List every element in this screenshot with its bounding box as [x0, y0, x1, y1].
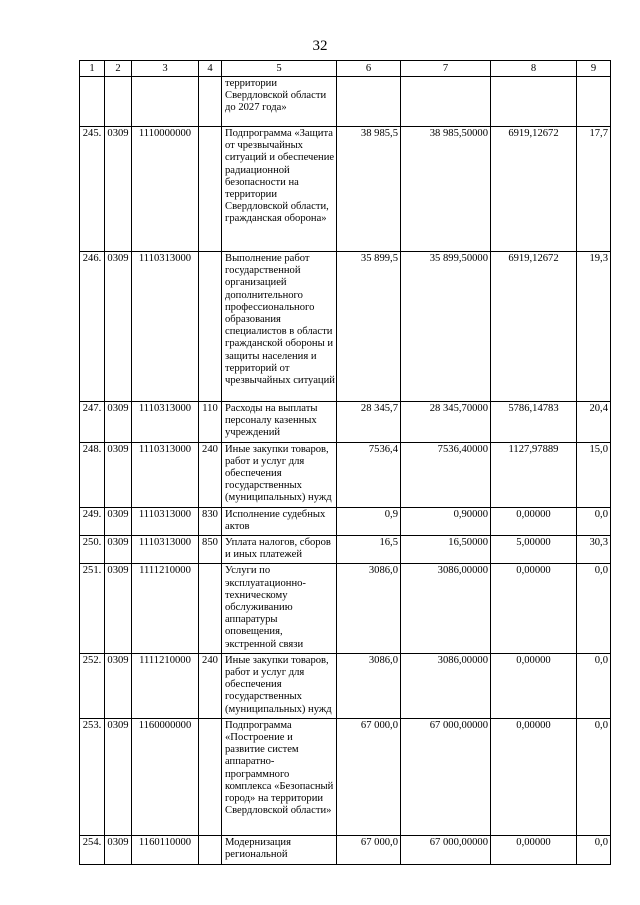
row-number: 250.: [80, 536, 105, 564]
value-col-8: [491, 77, 577, 127]
section-code: 0309: [105, 536, 132, 564]
value-col-8: 5,00000: [491, 536, 577, 564]
column-header: 8: [491, 61, 577, 77]
expense-type-code: 240: [199, 653, 222, 718]
value-col-6: 3086,0: [337, 653, 401, 718]
column-header: 4: [199, 61, 222, 77]
row-number: 246.: [80, 252, 105, 402]
value-col-9: 15,0: [577, 442, 611, 507]
row-number: 247.: [80, 402, 105, 443]
value-col-8: 6919,12672: [491, 127, 577, 252]
item-name: Подпрограмма «Построение и развитие систем аппаратно-программного комплекса «Безопасный город» на территории Свердловской области»: [222, 718, 337, 835]
row-number: 254.: [80, 835, 105, 864]
section-code: 0309: [105, 252, 132, 402]
expense-type-code: [199, 718, 222, 835]
value-col-6: 7536,4: [337, 442, 401, 507]
value-col-9: 20,4: [577, 402, 611, 443]
value-col-6: 16,5: [337, 536, 401, 564]
target-code: 1160110000: [132, 835, 199, 864]
expense-type-code: 240: [199, 442, 222, 507]
column-header: 7: [401, 61, 491, 77]
item-name: Расходы на выплаты персоналу казенных учреждений: [222, 402, 337, 443]
target-code: [132, 77, 199, 127]
value-col-7: [401, 77, 491, 127]
value-col-9: 0,0: [577, 835, 611, 864]
target-code: 1110313000: [132, 507, 199, 535]
expense-type-code: 110: [199, 402, 222, 443]
value-col-6: 3086,0: [337, 564, 401, 653]
table-row: [80, 835, 611, 864]
value-col-9: 0,0: [577, 564, 611, 653]
expense-type-code: [199, 835, 222, 864]
target-code: 1110000000: [132, 127, 199, 252]
item-name: Иные закупки товаров, работ и услуг для обеспечения государственных (муниципальных) нужд: [222, 653, 337, 718]
table-row: [80, 507, 611, 535]
target-code: 1111210000: [132, 653, 199, 718]
target-code: 1110313000: [132, 536, 199, 564]
expense-type-code: [199, 77, 222, 127]
value-col-9: [577, 77, 611, 127]
row-number: 249.: [80, 507, 105, 535]
value-col-8: 0,00000: [491, 653, 577, 718]
value-col-8: 6919,12672: [491, 252, 577, 402]
table-row: [80, 653, 611, 718]
row-number: 245.: [80, 127, 105, 252]
expense-type-code: 850: [199, 536, 222, 564]
column-header: 2: [105, 61, 132, 77]
column-header: 9: [577, 61, 611, 77]
value-col-9: 30,3: [577, 536, 611, 564]
section-code: 0309: [105, 442, 132, 507]
budget-table: [79, 60, 611, 865]
item-name: Подпрограмма «Защита от чрезвычайных ситуаций и обеспечение радиационной безопасности на территории Свердловской области, гражданская оборона»: [222, 127, 337, 252]
item-name: Модернизация региональной: [222, 835, 337, 864]
row-number: 251.: [80, 564, 105, 653]
item-name: Услуги по эксплуатационно-техническому обслуживанию аппаратуры оповещения, экстренной связи: [222, 564, 337, 653]
value-col-7: 7536,40000: [401, 442, 491, 507]
target-code: 1110313000: [132, 252, 199, 402]
value-col-8: 0,00000: [491, 564, 577, 653]
value-col-7: 0,90000: [401, 507, 491, 535]
column-header: 5: [222, 61, 337, 77]
item-name: территории Свердловской области до 2027 года»: [222, 77, 337, 127]
table-row: [80, 127, 611, 252]
table-row: [80, 718, 611, 835]
row-number: 252.: [80, 653, 105, 718]
section-code: 0309: [105, 127, 132, 252]
target-code: 1111210000: [132, 564, 199, 653]
column-header: 1: [80, 61, 105, 77]
target-code: 1160000000: [132, 718, 199, 835]
value-col-9: 17,7: [577, 127, 611, 252]
item-name: Иные закупки товаров, работ и услуг для обеспечения государственных (муниципальных) нужд: [222, 442, 337, 507]
value-col-7: 16,50000: [401, 536, 491, 564]
value-col-7: 35 899,50000: [401, 252, 491, 402]
value-col-8: 5786,14783: [491, 402, 577, 443]
value-col-9: 0,0: [577, 653, 611, 718]
value-col-6: [337, 77, 401, 127]
row-number: 253.: [80, 718, 105, 835]
section-code: [105, 77, 132, 127]
value-col-9: 0,0: [577, 718, 611, 835]
expense-type-code: [199, 252, 222, 402]
value-col-8: 0,00000: [491, 507, 577, 535]
table-row: [80, 77, 611, 127]
section-code: 0309: [105, 835, 132, 864]
value-col-7: 38 985,50000: [401, 127, 491, 252]
value-col-9: 19,3: [577, 252, 611, 402]
header-row: [80, 61, 611, 77]
value-col-7: 67 000,00000: [401, 835, 491, 864]
value-col-6: 67 000,0: [337, 835, 401, 864]
expense-type-code: [199, 564, 222, 653]
section-code: 0309: [105, 653, 132, 718]
value-col-7: 28 345,70000: [401, 402, 491, 443]
column-header: 3: [132, 61, 199, 77]
table-row: [80, 402, 611, 443]
value-col-6: 28 345,7: [337, 402, 401, 443]
section-code: 0309: [105, 507, 132, 535]
table-row: [80, 564, 611, 653]
value-col-7: 67 000,00000: [401, 718, 491, 835]
target-code: 1110313000: [132, 442, 199, 507]
value-col-7: 3086,00000: [401, 564, 491, 653]
table-row: [80, 252, 611, 402]
expense-type-code: 830: [199, 507, 222, 535]
table-row: [80, 442, 611, 507]
section-code: 0309: [105, 402, 132, 443]
expense-type-code: [199, 127, 222, 252]
table-row: [80, 536, 611, 564]
value-col-6: 67 000,0: [337, 718, 401, 835]
column-header: 6: [337, 61, 401, 77]
item-name: Исполнение судебных актов: [222, 507, 337, 535]
row-number: [80, 77, 105, 127]
value-col-8: 0,00000: [491, 718, 577, 835]
row-number: 248.: [80, 442, 105, 507]
section-code: 0309: [105, 564, 132, 653]
table-body: [80, 77, 611, 865]
item-name: Выполнение работ государственной организацией дополнительного профессионального образования специалистов в области гражданской обороны и защиты населения и территорий от чрезвычайных ситуаций: [222, 252, 337, 402]
value-col-6: 0,9: [337, 507, 401, 535]
section-code: 0309: [105, 718, 132, 835]
value-col-8: 0,00000: [491, 835, 577, 864]
page-number: 32: [312, 38, 328, 54]
value-col-6: 35 899,5: [337, 252, 401, 402]
item-name: Уплата налогов, сборов и иных платежей: [222, 536, 337, 564]
target-code: 1110313000: [132, 402, 199, 443]
value-col-8: 1127,97889: [491, 442, 577, 507]
value-col-9: 0,0: [577, 507, 611, 535]
value-col-6: 38 985,5: [337, 127, 401, 252]
value-col-7: 3086,00000: [401, 653, 491, 718]
